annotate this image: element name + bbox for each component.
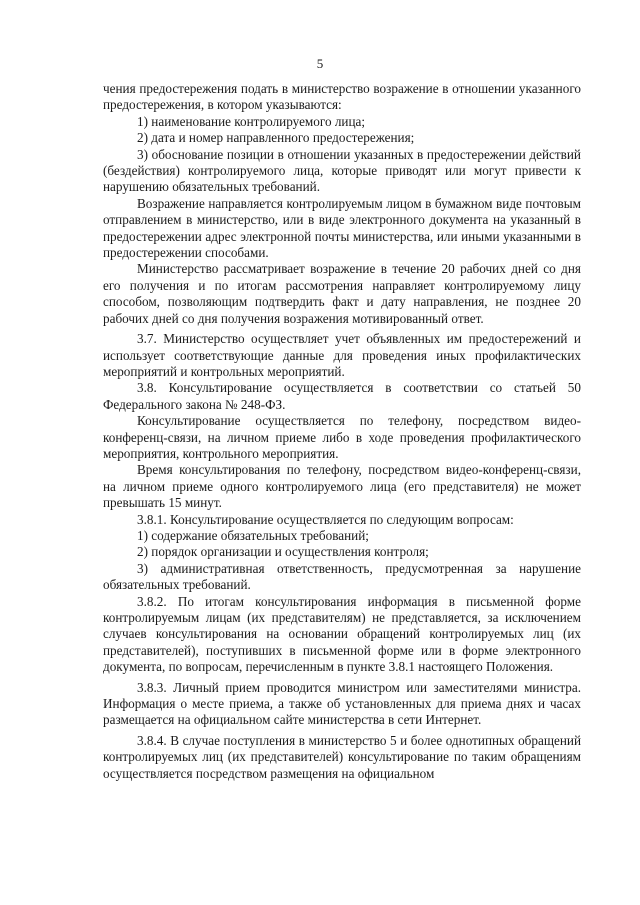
paragraph: 3.8.4. В случае поступления в министерство 5 и более однотипных обращений контролируемых лиц (их представителей) консультирование по таким обращениям осуществляется посредством размещения на официальном: [103, 732, 581, 781]
paragraph: Время консультирования по телефону, посредством видео-конференц-связи, на личном приеме одного контролируемого лица (его представителя) не может превышать 15 минут.: [103, 462, 581, 511]
paragraph: Министерство рассматривает возражение в течение 20 рабочих дней со дня его получения и по итогам рассмотрения направляет контролируемому лицу способом, позволяющим подтвердить факт и дату направления, не позднее 20 рабочих дней со дня получения возражения мотивированный ответ.: [103, 261, 581, 326]
paragraph: 1) наименование контролируемого лица;: [137, 113, 366, 129]
paragraph: 3.7. Министерство осуществляет учет объявленных им предостережений и использует соответствующие данные для проведения иных профилактических мероприятий и контрольных мероприятий.: [103, 331, 581, 379]
paragraph: Консультирование осуществляется по телефону, посредством видео-конференц-связи, на личном приеме либо в ходе проведения профилактического мероприятия, контрольного мероприятия.: [103, 413, 581, 461]
paragraph: Возражение направляется контролируемым лицом в бумажном виде почтовым отправлением в министерство, или в виде электронного документа на указанный в предостережении адрес электронной почты министерства, или иными указанными в предостережении способами.: [103, 195, 581, 261]
paragraph: 3.8. Консультирование осуществляется в соответствии со статьей 50 Федерального закона № 248-ФЗ.: [103, 380, 581, 412]
paragraph: 3.8.1. Консультирование осуществляется по следующим вопросам:: [137, 511, 514, 527]
page-number: 5: [316, 56, 324, 71]
paragraph: 3.8.3. Личный прием проводится министром или заместителями министра. Информация о месте приема, а также об установленных для приема днях и часах размещается на официальном сайте министерства в сети Интернет.: [103, 679, 581, 728]
paragraph: чения предостережения подать в министерство возражение в отношении указанного предостережения, в котором указываются:: [103, 81, 581, 113]
paragraph: 2) дата и номер направленного предостережения;: [137, 130, 415, 146]
paragraph: 3.8.2. По итогам консультирования информация в письменной форме контролируемым лицам (их представителям) не представляется, за исключением случаев консультирования на основании обращений контролируемых лиц (их представителей), поступивших в письменной форме или в форме электронного документа, по вопросам, перечисленным в пункте 3.8.1 настоящего Положения.: [103, 593, 581, 675]
paragraph: 3) обоснование позиции в отношении указанных в предостережении действий (бездействия) контролируемого лица, которые приводят или могут привести к нарушению обязательных требований.: [103, 146, 581, 195]
paragraph: 1) содержание обязательных требований;: [137, 527, 369, 543]
document-body: [103, 81, 581, 782]
paragraph: 2) порядок организации и осуществления контроля;: [137, 544, 429, 560]
paragraph: 3) административная ответственность, предусмотренная за нарушение обязательных требований.: [103, 560, 581, 593]
